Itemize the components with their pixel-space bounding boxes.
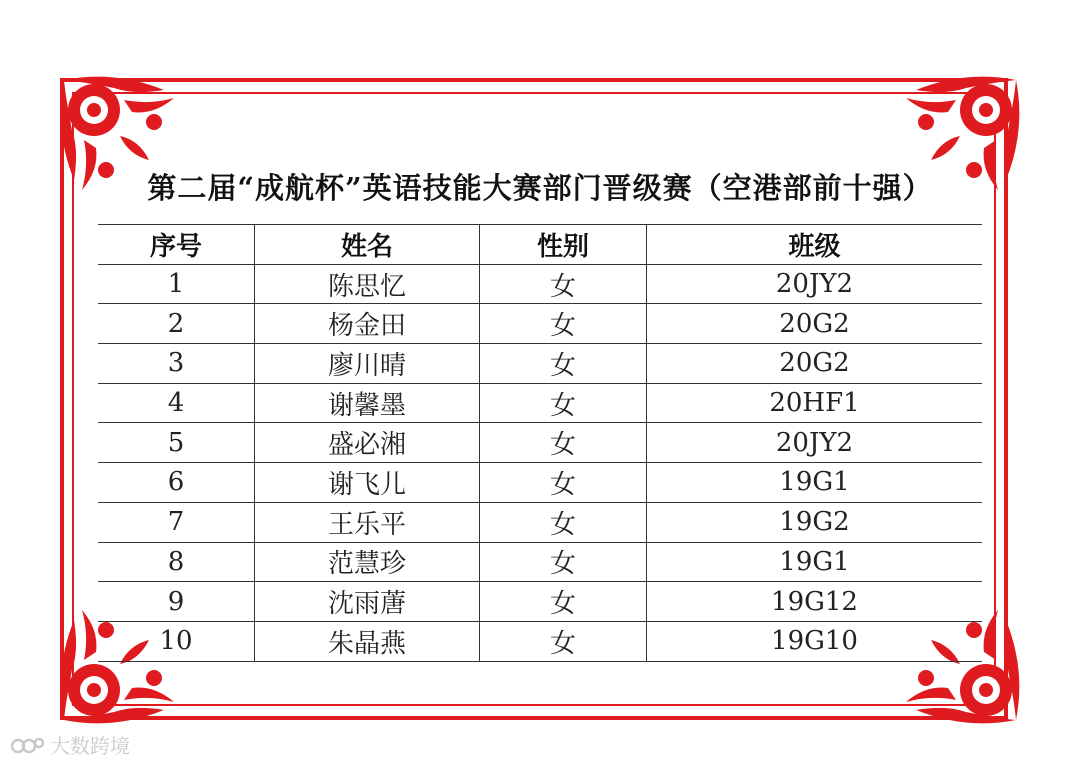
header-name: 姓名: [255, 225, 480, 265]
cell-gender: 女: [480, 344, 647, 384]
table-row: [98, 304, 982, 344]
table-header-row: [98, 225, 982, 265]
table-row: [98, 463, 982, 503]
cell-index: 10: [98, 621, 255, 661]
cell-class: 20G2: [647, 344, 983, 384]
cell-index: 7: [98, 502, 255, 542]
cell-name: 盛必湘: [255, 423, 480, 463]
cell-gender: 女: [480, 264, 647, 304]
cell-gender: 女: [480, 542, 647, 582]
cell-gender: 女: [480, 463, 647, 503]
table-row: [98, 264, 982, 304]
header-class: 班级: [647, 225, 983, 265]
cell-gender: 女: [480, 621, 647, 661]
watermark: [10, 730, 130, 759]
table-row: [98, 621, 982, 661]
cell-gender: 女: [480, 383, 647, 423]
cell-class: 20G2: [647, 304, 983, 344]
results-table: [98, 224, 982, 662]
cell-class: 19G1: [647, 542, 983, 582]
cell-class: 19G12: [647, 582, 983, 622]
cell-class: 19G2: [647, 502, 983, 542]
cell-name: 谢飞儿: [255, 463, 480, 503]
cell-name: 杨金田: [255, 304, 480, 344]
cell-name: 沈雨蓎: [255, 582, 480, 622]
table-row: [98, 383, 982, 423]
cell-index: 5: [98, 423, 255, 463]
table-row: [98, 542, 982, 582]
table-row: [98, 344, 982, 384]
cell-name: 廖川晴: [255, 344, 480, 384]
cell-class: 20JY2: [647, 423, 983, 463]
cell-class: 20JY2: [647, 264, 983, 304]
cell-index: 4: [98, 383, 255, 423]
cell-class: 19G1: [647, 463, 983, 503]
cell-index: 6: [98, 463, 255, 503]
cell-class: 19G10: [647, 621, 983, 661]
table-row: [98, 502, 982, 542]
cell-name: 王乐平: [255, 502, 480, 542]
watermark-text: 大数跨境: [50, 734, 130, 758]
cell-index: 9: [98, 582, 255, 622]
cell-name: 陈思忆: [255, 264, 480, 304]
cell-gender: 女: [480, 502, 647, 542]
header-gender: 性别: [480, 225, 647, 265]
cell-index: 1: [98, 264, 255, 304]
cell-gender: 女: [480, 304, 647, 344]
cell-name: 范慧珍: [255, 542, 480, 582]
table-row: [98, 423, 982, 463]
table-row: [98, 582, 982, 622]
cell-index: 8: [98, 542, 255, 582]
cell-index: 2: [98, 304, 255, 344]
header-index: 序号: [98, 225, 255, 265]
page-title: 第二届“成航杯”英语技能大赛部门晋级赛（空港部前十强）: [147, 171, 933, 205]
cell-class: 20HF1: [647, 383, 983, 423]
watermark-logo-icon: [10, 734, 44, 756]
cell-index: 3: [98, 344, 255, 384]
cell-name: 朱晶燕: [255, 621, 480, 661]
cell-name: 谢馨墨: [255, 383, 480, 423]
cell-gender: 女: [480, 423, 647, 463]
cell-gender: 女: [480, 582, 647, 622]
